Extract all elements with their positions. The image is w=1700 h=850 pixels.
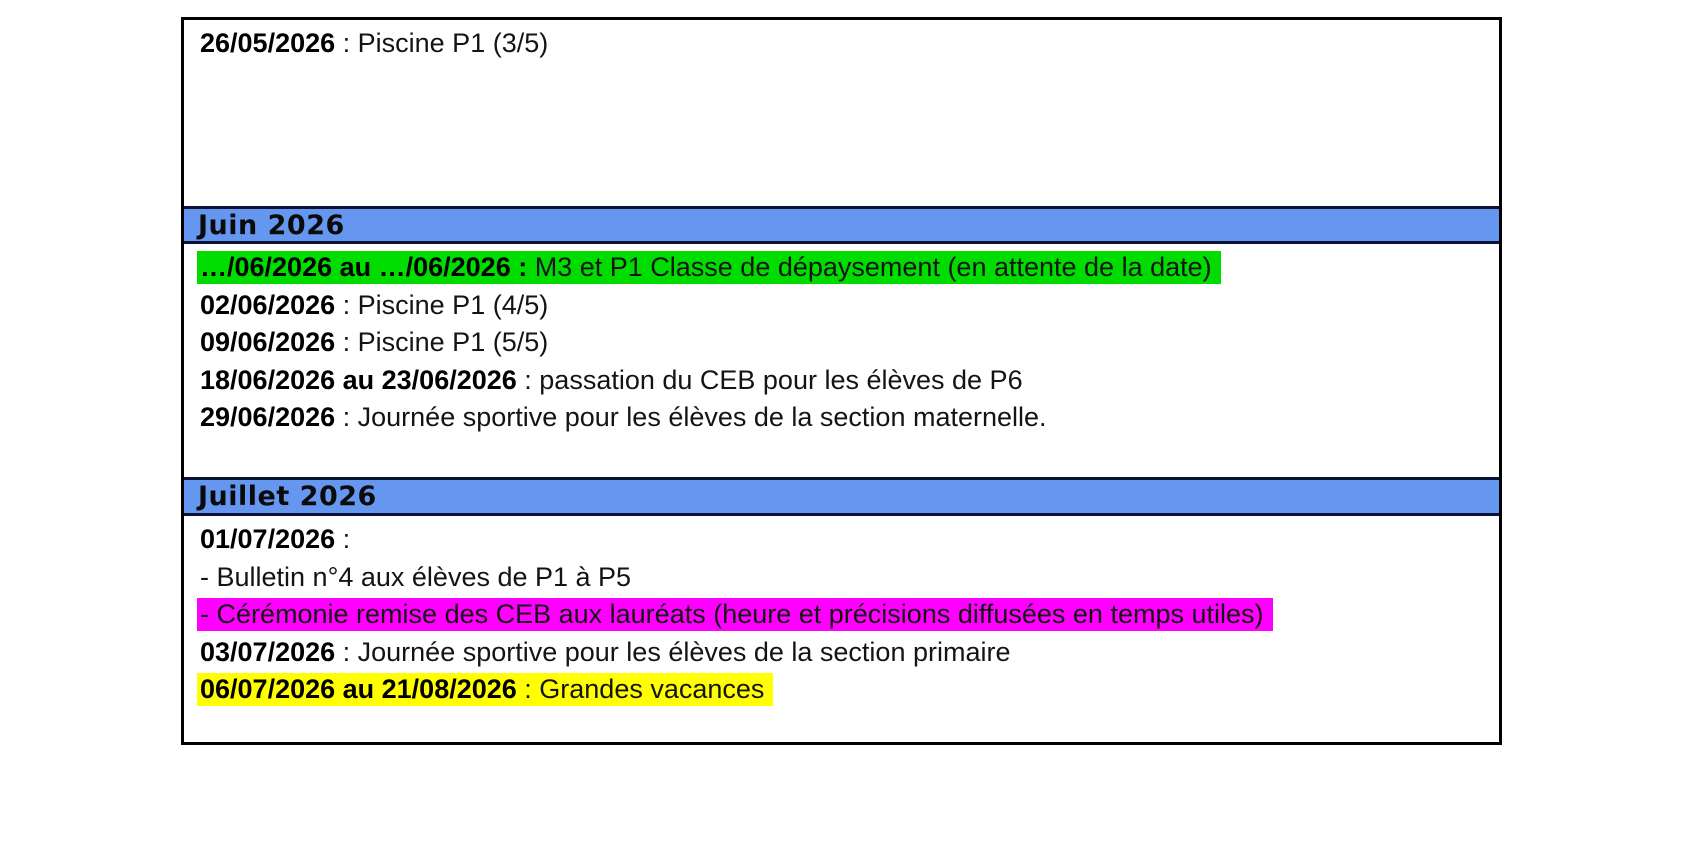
month-header-july	[184, 477, 1499, 516]
section-may	[184, 20, 1499, 206]
event-description: : passation du CEB pour les élèves de P6	[516, 364, 1023, 395]
event-date: 18/06/2026 au 23/06/2026	[200, 364, 517, 395]
event-line	[197, 25, 1489, 63]
event-line	[197, 324, 1489, 362]
event-description: : Journée sportive pour les élèves de la section maternelle.	[335, 402, 1047, 433]
event-line	[197, 362, 1489, 400]
month-header-june	[184, 206, 1499, 244]
event-text	[197, 523, 359, 556]
event-date: …/06/2026 au …/06/2026 :	[200, 252, 528, 283]
event-description: :	[335, 524, 351, 555]
event-date: 03/07/2026	[200, 636, 336, 667]
event-description: : Grandes vacances	[516, 674, 765, 705]
event-date: 02/06/2026	[200, 289, 336, 320]
event-line	[197, 399, 1489, 437]
event-text	[197, 401, 1056, 434]
event-date: 01/07/2026	[200, 524, 336, 555]
event-text	[197, 289, 557, 322]
event-description: : Piscine P1 (4/5)	[335, 289, 549, 320]
event-text	[197, 364, 1032, 397]
event-description: : Piscine P1 (3/5)	[335, 28, 549, 59]
event-line	[197, 634, 1489, 672]
event-description: - Cérémonie remise des CEB aux lauréats (heure et précisions diffusées en temps utiles)	[200, 599, 1264, 630]
event-description: M3 et P1 Classe de dépaysement (en attente de la date)	[527, 252, 1212, 283]
month-header-label: Juin 2026	[198, 209, 345, 241]
section-july	[184, 516, 1499, 742]
event-date: 29/06/2026	[200, 402, 336, 433]
event-text	[197, 636, 1019, 669]
event-description: - Bulletin n°4 aux élèves de P1 à P5	[200, 561, 632, 592]
event-text	[197, 27, 557, 60]
month-header-label: Juillet 2026	[198, 481, 377, 512]
event-line	[197, 249, 1489, 287]
event-text	[197, 561, 640, 594]
section-june	[184, 244, 1499, 477]
event-description: : Journée sportive pour les élèves de la section primaire	[335, 636, 1011, 667]
event-text-highlight-yellow	[197, 673, 773, 706]
event-date: 26/05/2026	[200, 28, 336, 59]
event-line	[197, 596, 1489, 634]
event-line	[197, 521, 1489, 559]
event-date: 09/06/2026	[200, 327, 336, 358]
event-text-highlight-green	[197, 251, 1221, 284]
event-line	[197, 287, 1489, 325]
event-text	[197, 326, 557, 359]
event-text-highlight-magenta	[197, 598, 1273, 631]
event-description: : Piscine P1 (5/5)	[335, 327, 549, 358]
calendar-table	[181, 17, 1502, 745]
event-line	[197, 671, 1489, 709]
event-date: 06/07/2026 au 21/08/2026	[200, 674, 517, 705]
event-line	[197, 559, 1489, 597]
